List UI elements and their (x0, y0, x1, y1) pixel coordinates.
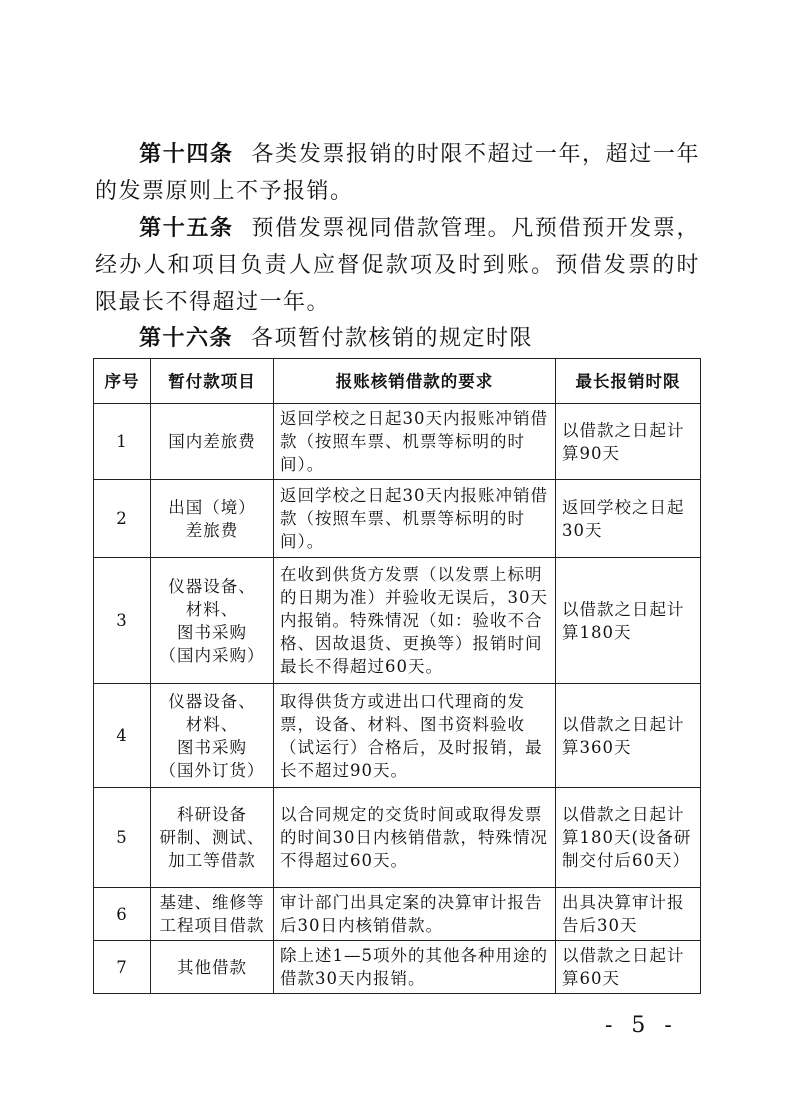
cell-item-line: 仪器设备、 (168, 691, 256, 711)
cell-item-line: 图书采购 (177, 622, 247, 642)
table-row (94, 404, 701, 480)
cell-no: 1 (94, 404, 151, 480)
cell-no: 4 (94, 684, 151, 788)
cell-item-line: 图书采购 (177, 737, 247, 757)
cell-no: 7 (94, 941, 151, 994)
header-no: 序号 (94, 359, 151, 404)
header-requirement: 报账核销借款的要求 (274, 359, 556, 404)
article-16-heading: 第十六条 (139, 325, 234, 351)
cell-no: 2 (94, 480, 151, 558)
article-14-heading: 第十四条 (139, 141, 234, 167)
cell-limit: 以借款之日起计算90天 (556, 404, 701, 480)
table-row (94, 684, 701, 788)
cell-item (151, 480, 274, 558)
header-limit: 最长报销时限 (556, 359, 701, 404)
table-row (94, 788, 701, 888)
table-header-row (94, 359, 701, 404)
article-14 (95, 136, 700, 210)
table-row (94, 480, 701, 558)
table-row (94, 888, 701, 941)
cell-requirement: 审计部门出具定案的决算审计报告后30日内核销借款。 (274, 888, 556, 941)
cell-item-line: 科研设备 (177, 805, 247, 824)
table-row (94, 558, 701, 684)
cell-no: 3 (94, 558, 151, 684)
cell-item-line: 差旅费 (185, 520, 239, 540)
cell-requirement: 返回学校之日起30天内报账冲销借款（按照车票、机票等标明的时间）。 (274, 404, 556, 480)
page-number: - 5 - (605, 1013, 678, 1038)
cell-requirement: 返回学校之日起30天内报账冲销借款（按照车票、机票等标明的时间）。 (274, 480, 556, 558)
cell-item (151, 684, 274, 788)
cell-item-line: 材料、 (185, 714, 239, 734)
cell-item (151, 941, 274, 994)
cell-no: 6 (94, 888, 151, 941)
cell-no: 5 (94, 788, 151, 888)
article-14-text: 各类发票报销的时限不超过一年，超过一年的发票原则上不予报销。 (95, 142, 700, 204)
cell-item-line: 出国（境） (168, 497, 256, 517)
header-item: 暂付款项目 (151, 359, 274, 404)
cell-item-line: （国内采购） (159, 645, 265, 665)
cell-limit: 以借款之日起计算180天 (556, 558, 701, 684)
table-body (94, 404, 701, 994)
cell-requirement: 在收到供货方发票（以发票上标明的日期为准）并验收无误后，30天内报销。特殊情况（如：验收不合格、因故退货、更换等）报销时间最长不得超过60天。 (274, 558, 556, 684)
cell-item (151, 888, 274, 941)
table-row (94, 941, 701, 994)
cell-item-line: 国内差旅费 (168, 432, 256, 451)
article-16 (95, 320, 700, 357)
cell-limit: 以借款之日起计算60天 (556, 941, 701, 994)
cell-item-line: 其他借款 (177, 957, 247, 977)
cell-limit: 出具决算审计报告后30天 (556, 888, 701, 941)
cell-requirement: 取得供货方或进出口代理商的发票，设备、材料、图书资料验收（试运行）合格后，及时报销，最长不超过90天。 (274, 684, 556, 788)
cell-requirement: 除上述1—5项外的其他各种用途的借款30天内报销。 (274, 941, 556, 994)
article-15 (95, 210, 700, 321)
cell-item-line: 基建、维修等 (159, 893, 265, 912)
article-15-heading: 第十五条 (139, 215, 234, 241)
cell-limit: 返回学校之日起30天 (556, 480, 701, 558)
cell-item (151, 404, 274, 480)
advance-payment-table (93, 358, 701, 994)
cell-item-line: 仪器设备、 (168, 576, 256, 596)
cell-item-line: 加工等借款 (168, 851, 256, 870)
cell-item-line: 研制、测试、 (159, 828, 265, 847)
cell-limit: 以借款之日起计算180天(设备研制交付后60天） (556, 788, 701, 888)
cell-item (151, 788, 274, 888)
cell-item (151, 558, 274, 684)
cell-limit: 以借款之日起计算360天 (556, 684, 701, 788)
cell-requirement: 以合同规定的交货时间或取得发票的时间30日内核销借款，特殊情况不得超过60天。 (274, 788, 556, 888)
cell-item-line: 材料、 (185, 599, 239, 619)
article-15-text: 预借发票视同借款管理。凡预借预开发票，经办人和项目负责人应督促款项及时到账。预借发票的时限最长不得超过一年。 (95, 216, 700, 315)
cell-item-line: （国外订货） (159, 760, 265, 780)
article-16-text: 各项暂付款核销的规定时限 (251, 326, 534, 351)
cell-item-line: 工程项目借款 (159, 916, 265, 935)
